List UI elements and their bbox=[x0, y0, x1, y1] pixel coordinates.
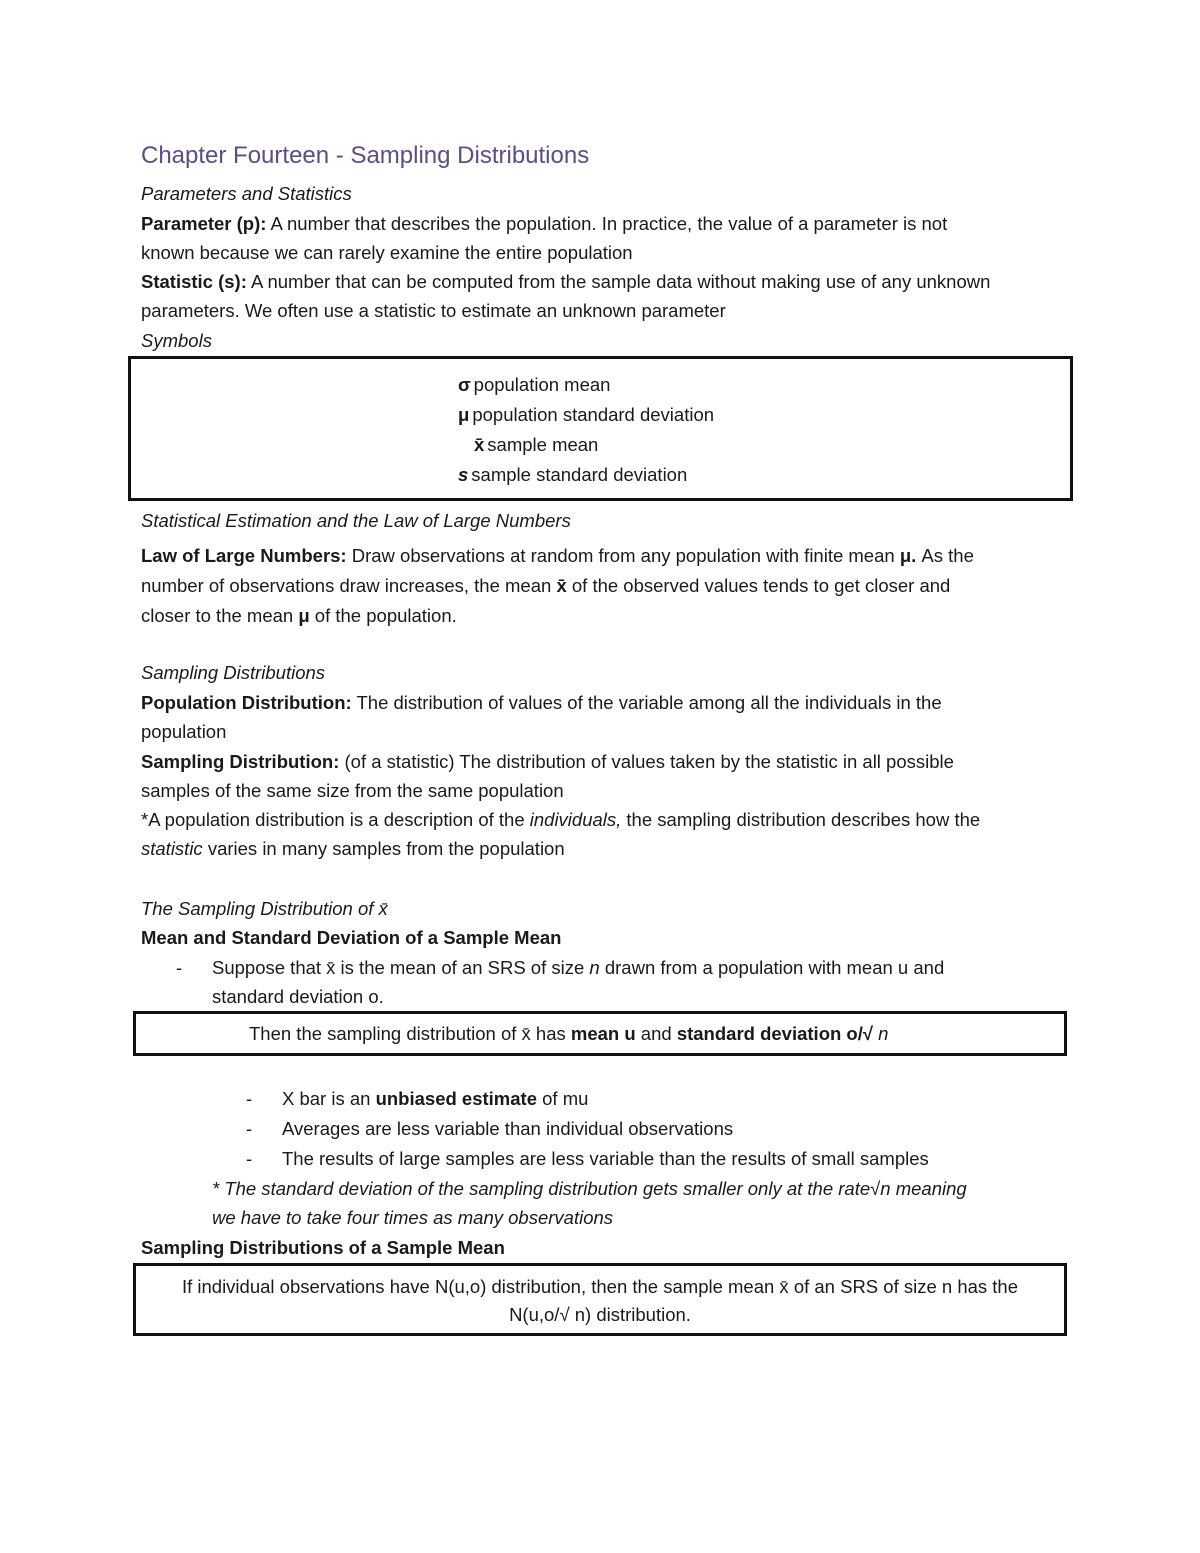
mu-symbol: μ bbox=[298, 605, 310, 626]
mu-symbol: μ. bbox=[899, 545, 917, 566]
lln-text: of the observed values tends to get closer and bbox=[566, 575, 951, 596]
symbol-char: μ bbox=[458, 404, 470, 425]
bullet-averages: Averages are less variable than individual observations bbox=[282, 1118, 734, 1139]
n-symbol: n bbox=[873, 1023, 889, 1044]
sampling-distribution-statement bbox=[249, 1019, 888, 1048]
lln-line1 bbox=[141, 541, 974, 570]
bullet-large-samples: The results of large samples are less variable than the results of small samples bbox=[282, 1148, 929, 1169]
suppose-text: drawn from a population with mean u and bbox=[599, 957, 945, 978]
bullet-dash: - bbox=[246, 1088, 253, 1109]
parameter-definition-line2: known because we can rarely examine the entire population bbox=[141, 242, 633, 263]
subheading-mean-sd: Mean and Standard Deviation of a Sample Mean bbox=[141, 927, 562, 948]
bullet-text: of mu bbox=[537, 1088, 589, 1109]
bullet-bold: unbiased estimate bbox=[375, 1088, 537, 1109]
symbols-heading: Symbols bbox=[141, 330, 212, 351]
lln-text: number of observations draw increases, the mean bbox=[141, 575, 557, 596]
suppose-text: Suppose that x̄ is the mean of an SRS of size bbox=[212, 957, 590, 978]
population-distribution-line1 bbox=[141, 688, 942, 717]
page-title: Chapter Fourteen - Sampling Distributions bbox=[141, 142, 590, 169]
sampling-distribution-text: (of a statistic) The distribution of values taken by the statistic in all possible bbox=[339, 751, 954, 772]
statement-text: Then the sampling distribution of x̄ has bbox=[249, 1023, 571, 1044]
symbol-desc: sample mean bbox=[487, 434, 599, 455]
symbol-desc: population mean bbox=[473, 374, 611, 395]
parameter-text: A number that describes the population. In practice, the value of a parameter is not bbox=[266, 213, 948, 234]
section-heading-xbar: The Sampling Distribution of x̄ bbox=[141, 898, 388, 919]
lln-text: As the bbox=[916, 545, 974, 566]
section-heading-estimation: Statistical Estimation and the Law of Large Numbers bbox=[141, 510, 571, 531]
symbol-char: s bbox=[458, 464, 469, 485]
note-italic: individuals, bbox=[529, 809, 622, 830]
section-heading-sampling: Sampling Distributions bbox=[141, 662, 326, 683]
statement-text: and bbox=[635, 1023, 677, 1044]
suppose-line1 bbox=[212, 953, 944, 982]
subheading-sample-mean: Sampling Distributions of a Sample Mean bbox=[141, 1237, 505, 1258]
lln-line2 bbox=[141, 571, 950, 600]
symbol-row bbox=[458, 400, 714, 430]
sampling-distribution-label: Sampling Distribution: bbox=[141, 751, 340, 772]
xbar-symbol: x̄ bbox=[556, 575, 567, 596]
statement-bold: mean u bbox=[570, 1023, 636, 1044]
statistic-definition-line2: parameters. We often use a statistic to estimate an unknown parameter bbox=[141, 300, 726, 321]
sampling-distribution-line2: samples of the same size from the same population bbox=[141, 780, 564, 801]
population-distribution-label: Population Distribution: bbox=[141, 692, 352, 713]
section-heading-parameters: Parameters and Statistics bbox=[141, 183, 352, 204]
symbol-desc: sample standard deviation bbox=[471, 464, 688, 485]
parameter-label: Parameter (p): bbox=[141, 213, 267, 234]
sampling-distribution-box bbox=[133, 1011, 1067, 1056]
lln-text: of the population. bbox=[309, 605, 457, 626]
note-line2 bbox=[141, 834, 565, 863]
star-note-line1: * The standard deviation of the sampling distribution gets smaller only at the rate√n meaning bbox=[212, 1178, 967, 1199]
bullet-text: X bar is an bbox=[282, 1088, 376, 1109]
symbol-char: σ bbox=[458, 374, 471, 395]
normal-statement-line2: N(u,o/√ n) distribution. bbox=[509, 1304, 691, 1325]
sampling-distribution-line1 bbox=[141, 747, 954, 776]
normal-distribution-box bbox=[133, 1263, 1067, 1336]
note-italic: statistic bbox=[141, 838, 203, 859]
note-text: varies in many samples from the population bbox=[202, 838, 565, 859]
star-note-line2: we have to take four times as many observations bbox=[212, 1207, 614, 1228]
bullet-dash: - bbox=[246, 1118, 253, 1139]
statistic-definition-line1 bbox=[141, 267, 990, 296]
symbol-char: x̄ bbox=[474, 434, 485, 455]
symbol-desc: population standard deviation bbox=[472, 404, 715, 425]
lln-line3 bbox=[141, 601, 457, 630]
symbol-row bbox=[474, 430, 598, 460]
symbol-row bbox=[458, 460, 687, 490]
lln-label: Law of Large Numbers: bbox=[141, 545, 347, 566]
symbols-box bbox=[128, 356, 1073, 501]
note-line1 bbox=[141, 805, 980, 834]
suppose-line2: standard deviation o. bbox=[212, 986, 384, 1007]
bullet-dash: - bbox=[176, 957, 183, 978]
symbol-row bbox=[458, 370, 610, 400]
note-text: the sampling distribution describes how the bbox=[621, 809, 981, 830]
n-symbol: n bbox=[589, 957, 600, 978]
normal-statement-line1: If individual observations have N(u,o) distribution, then the sample mean x̄ of an SRS of size n has the bbox=[181, 1276, 1019, 1297]
statistic-label: Statistic (s): bbox=[141, 271, 247, 292]
bullet-dash: - bbox=[246, 1148, 253, 1169]
lln-text: Draw observations at random from any population with finite mean bbox=[346, 545, 900, 566]
lln-text: closer to the mean bbox=[141, 605, 299, 626]
note-text: *A population distribution is a description of the bbox=[141, 809, 530, 830]
statement-bold: standard deviation o/√ bbox=[676, 1023, 874, 1044]
parameter-definition-line1 bbox=[141, 209, 947, 238]
statistic-text: A number that can be computed from the sample data without making use of any unknown bbox=[246, 271, 991, 292]
bullet-unbiased bbox=[282, 1084, 588, 1113]
population-distribution-text: The distribution of values of the variable among all the individuals in the bbox=[351, 692, 942, 713]
population-distribution-line2: population bbox=[141, 721, 227, 742]
